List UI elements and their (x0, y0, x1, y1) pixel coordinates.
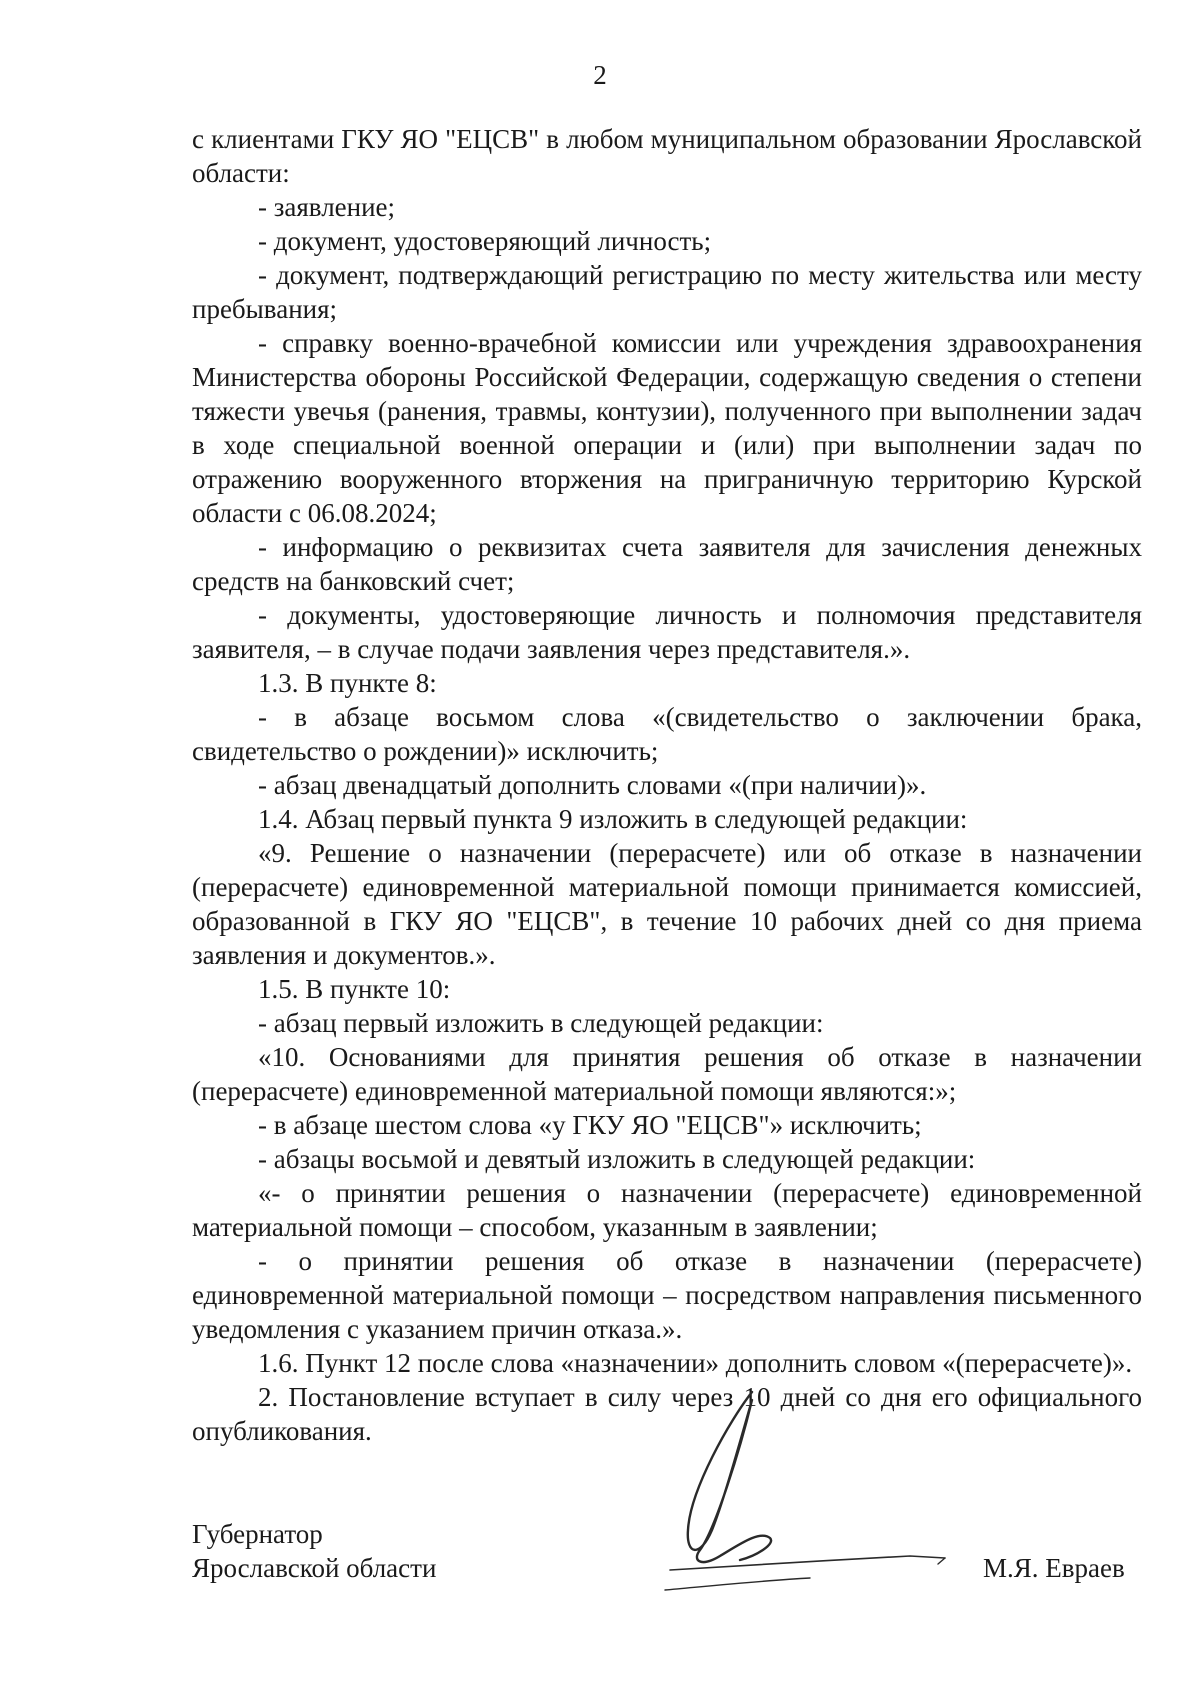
paragraph: «- о принятии решения о назначении (перерасчете) единовременной материальной помощи – способом, указанным в заявлении; (192, 1178, 1142, 1242)
paragraph: - абзац двенадцатый дополнить словами «(при наличии)». (258, 770, 927, 800)
paragraph: - абзацы восьмой и девятый изложить в следующей редакции: (258, 1144, 976, 1174)
paragraph: - документ, подтверждающий регистрацию по месту жительства или месту пребывания; (192, 260, 1142, 324)
paragraph: - заявление; (258, 192, 396, 222)
paragraph: - справку военно-врачебной комиссии или учреждения здравоохранения Министерства обороны Российской Федерации, содержащую сведения о степени тяжести увечья (ранения, травмы, контузии), полученного при выполнении задач в ходе специальной военной операции и (или) при выполнении задач по отражению вооруженного вторжения на приграничную территорию Курской области с 06.08.2024; (192, 328, 1142, 528)
paragraph: - о принятии решения об отказе в назначении (перерасчете) единовременной материальной помощи – посредством направления письменного уведомления с указанием причин отказа.». (192, 1246, 1142, 1344)
paragraph: - информацию о реквизитах счета заявителя для зачисления денежных средств на банковский счет; (192, 532, 1142, 596)
signatory-position (192, 1517, 436, 1585)
paragraph: 1.5. В пункте 10: (258, 974, 451, 1004)
paragraph: - в абзаце восьмом слова «(свидетельство о заключении брака, свидетельство о рождении)» исключить; (192, 702, 1142, 766)
paragraph: 2. Постановление вступает в силу через 10 дней со дня его официального опубликования. (192, 1382, 1142, 1446)
paragraph: «9. Решение о назначении (перерасчете) или об отказе в назначении (перерасчете) единовременной материальной помощи принимается комиссией, образованной в ГКУ ЯО "ЕЦСВ", в течение 10 рабочих дней со дня приема заявления и документов.». (192, 838, 1142, 970)
paragraph: «10. Основаниями для принятия решения об отказе в назначении (перерасчете) единовременной материальной помощи являются:»; (192, 1042, 1142, 1106)
handwritten-signature (660, 1380, 990, 1610)
signatory-name: М.Я. Евраев (983, 1553, 1125, 1583)
paragraph: - документы, удостоверяющие личность и полномочия представителя заявителя, – в случае подачи заявления через представителя.». (192, 600, 1142, 664)
paragraph: с клиентами ГКУ ЯО "ЕЦСВ" в любом муниципальном образовании Ярославской области: (192, 124, 1142, 188)
paragraph: 1.4. Абзац первый пункта 9 изложить в следующей редакции: (258, 804, 968, 834)
document-body (192, 122, 1142, 1448)
paragraph: 1.6. Пункт 12 после слова «назначении» дополнить словом «(перерасчете)». (258, 1348, 1133, 1378)
paragraph: - документ, удостоверяющий личность; (258, 226, 712, 256)
signatory-position-line: Ярославской области (192, 1553, 437, 1583)
page-number: 2 (593, 60, 607, 90)
paragraph: 1.3. В пункте 8: (258, 668, 437, 698)
signatory-position-line: Губернатор (192, 1519, 323, 1549)
paragraph: - в абзаце шестом слова «у ГКУ ЯО "ЕЦСВ"» исключить; (258, 1110, 922, 1140)
paragraph: - абзац первый изложить в следующей редакции: (258, 1008, 824, 1038)
